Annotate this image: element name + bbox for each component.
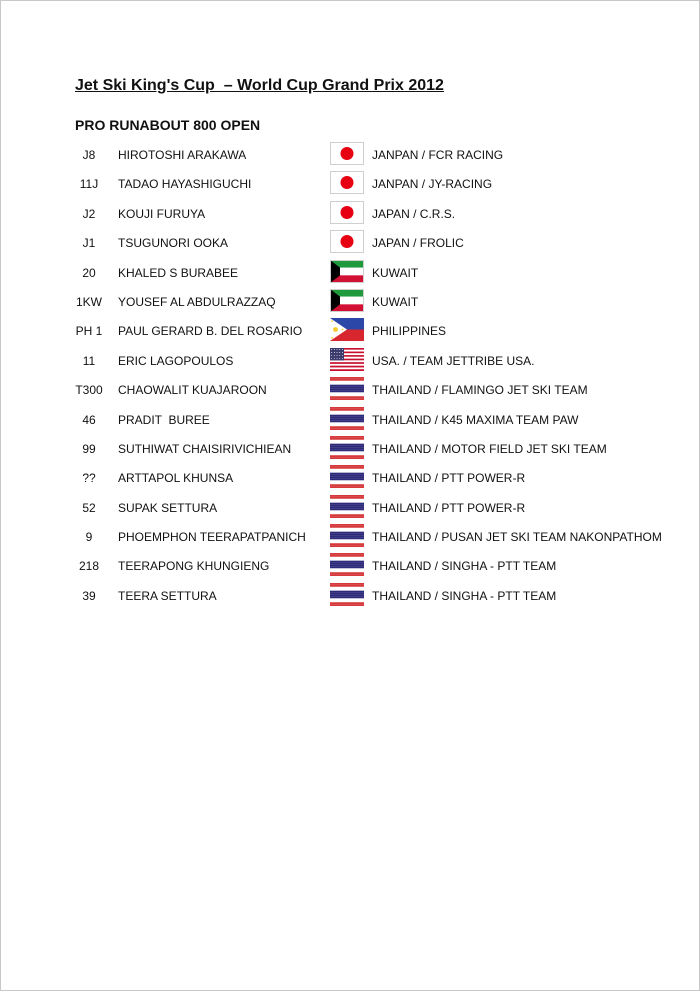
racer-number: 39 bbox=[82, 588, 96, 603]
country-team: JANPAN / JY-RACING bbox=[372, 177, 493, 192]
racer-number: J8 bbox=[82, 148, 96, 162]
country-team: JAPAN / FROLIC bbox=[372, 236, 464, 251]
thailand-flag-icon bbox=[330, 407, 364, 430]
usa-flag-icon bbox=[330, 348, 364, 371]
racer-number: T300 bbox=[75, 383, 103, 398]
racer-number: J2 bbox=[82, 206, 96, 221]
japan-flag-icon bbox=[330, 230, 364, 253]
racer-number: 9 bbox=[85, 530, 93, 545]
kuwait-flag-icon bbox=[330, 260, 364, 283]
racer-number: 218 bbox=[78, 559, 100, 574]
racer-name: TADAO HAYASHIGUCHI bbox=[118, 177, 252, 192]
racer-name: KOUJI FURUYA bbox=[118, 206, 206, 221]
country-team: THAILAND / PTT POWER-R bbox=[372, 471, 526, 486]
entry-row bbox=[1, 463, 700, 492]
country-team: THAILAND / FLAMINGO JET SKI TEAM bbox=[372, 383, 588, 398]
racer-name: TEERAPONG KHUNGIENG bbox=[118, 559, 270, 574]
entry-row bbox=[1, 258, 700, 287]
thailand-flag-icon bbox=[330, 465, 364, 488]
country-team: THAILAND / SINGHA - PTT TEAM bbox=[372, 588, 557, 603]
kuwait-flag-icon bbox=[330, 289, 364, 312]
racer-number: 11J bbox=[79, 177, 99, 192]
japan-flag-icon bbox=[330, 142, 364, 165]
racer-number: 52 bbox=[82, 500, 96, 515]
racer-name: PHOEMPHON TEERAPATPANICH bbox=[118, 530, 306, 545]
racer-name: TSUGUNORI OOKA bbox=[118, 236, 229, 251]
racer-number: 20 bbox=[82, 265, 96, 280]
country-team: THAILAND / MOTOR FIELD JET SKI TEAM bbox=[372, 441, 607, 456]
racer-number: 11 bbox=[82, 353, 96, 368]
racer-name: HIROTOSHI ARAKAWA bbox=[118, 148, 247, 162]
philippines-flag-icon bbox=[330, 318, 364, 341]
racer-name: SUPAK SETTURA bbox=[118, 500, 218, 515]
country-team: KUWAIT bbox=[372, 294, 419, 309]
racer-number: 46 bbox=[82, 412, 96, 427]
racer-name: TEERA SETTURA bbox=[118, 588, 217, 603]
entry-row bbox=[1, 551, 700, 580]
racer-name: ARTTAPOL KHUNSA bbox=[118, 471, 234, 486]
country-team: USA. / TEAM JETTRIBE USA. bbox=[372, 353, 535, 368]
racer-name: ERIC LAGOPOULOS bbox=[118, 353, 234, 368]
racer-name: YOUSEF AL ABDULRAZZAQ bbox=[118, 294, 276, 309]
thailand-flag-icon bbox=[330, 583, 364, 606]
japan-flag-icon bbox=[330, 171, 364, 194]
country-team: PHILIPPINES bbox=[372, 324, 447, 339]
thailand-flag-icon bbox=[330, 495, 364, 518]
racer-name: KHALED S BURABEE bbox=[118, 265, 239, 280]
japan-flag-icon bbox=[330, 201, 364, 224]
entry-list bbox=[1, 140, 700, 610]
entry-row bbox=[1, 375, 700, 404]
thailand-flag-icon bbox=[330, 377, 364, 400]
racer-name: PRADIT BUREE bbox=[118, 412, 210, 427]
thailand-flag-icon bbox=[330, 436, 364, 459]
country-team: JAPAN / C.R.S. bbox=[372, 206, 456, 221]
entry-row bbox=[1, 581, 700, 610]
country-team: THAILAND / PUSAN JET SKI TEAM NAKONPATHOM bbox=[372, 530, 662, 545]
entry-row bbox=[1, 199, 700, 228]
entry-row bbox=[1, 228, 700, 257]
entry-row bbox=[1, 169, 700, 198]
entry-row bbox=[1, 493, 700, 522]
page-title: Jet Ski King's Cup – World Cup Grand Prix 2012 bbox=[75, 77, 444, 94]
entry-row bbox=[1, 522, 700, 551]
entry-row bbox=[1, 316, 700, 345]
country-team: KUWAIT bbox=[372, 265, 419, 280]
country-team: THAILAND / SINGHA - PTT TEAM bbox=[372, 559, 557, 574]
thailand-flag-icon bbox=[330, 553, 364, 576]
country-team: THAILAND / K45 MAXIMA TEAM PAW bbox=[372, 412, 579, 427]
thailand-flag-icon bbox=[330, 524, 364, 547]
entry-row bbox=[1, 287, 700, 316]
racer-number: PH 1 bbox=[75, 324, 103, 339]
racer-name: SUTHIWAT CHAISIRIVICHIEAN bbox=[118, 441, 292, 456]
racer-name: CHAOWALIT KUAJAROON bbox=[118, 383, 267, 398]
entry-row bbox=[1, 140, 700, 169]
racer-number: ?? bbox=[82, 471, 96, 486]
racer-number: J1 bbox=[82, 236, 96, 251]
racer-number: 99 bbox=[82, 441, 96, 456]
entry-row bbox=[1, 346, 700, 375]
racer-number: 1KW bbox=[75, 294, 102, 309]
country-team: THAILAND / PTT POWER-R bbox=[372, 500, 526, 515]
category-heading: PRO RUNABOUT 800 OPEN bbox=[75, 117, 261, 133]
racer-name: PAUL GERARD B. DEL ROSARIO bbox=[118, 324, 303, 339]
country-team: JANPAN / FCR RACING bbox=[372, 148, 504, 162]
entry-row bbox=[1, 405, 700, 434]
entry-row bbox=[1, 434, 700, 463]
